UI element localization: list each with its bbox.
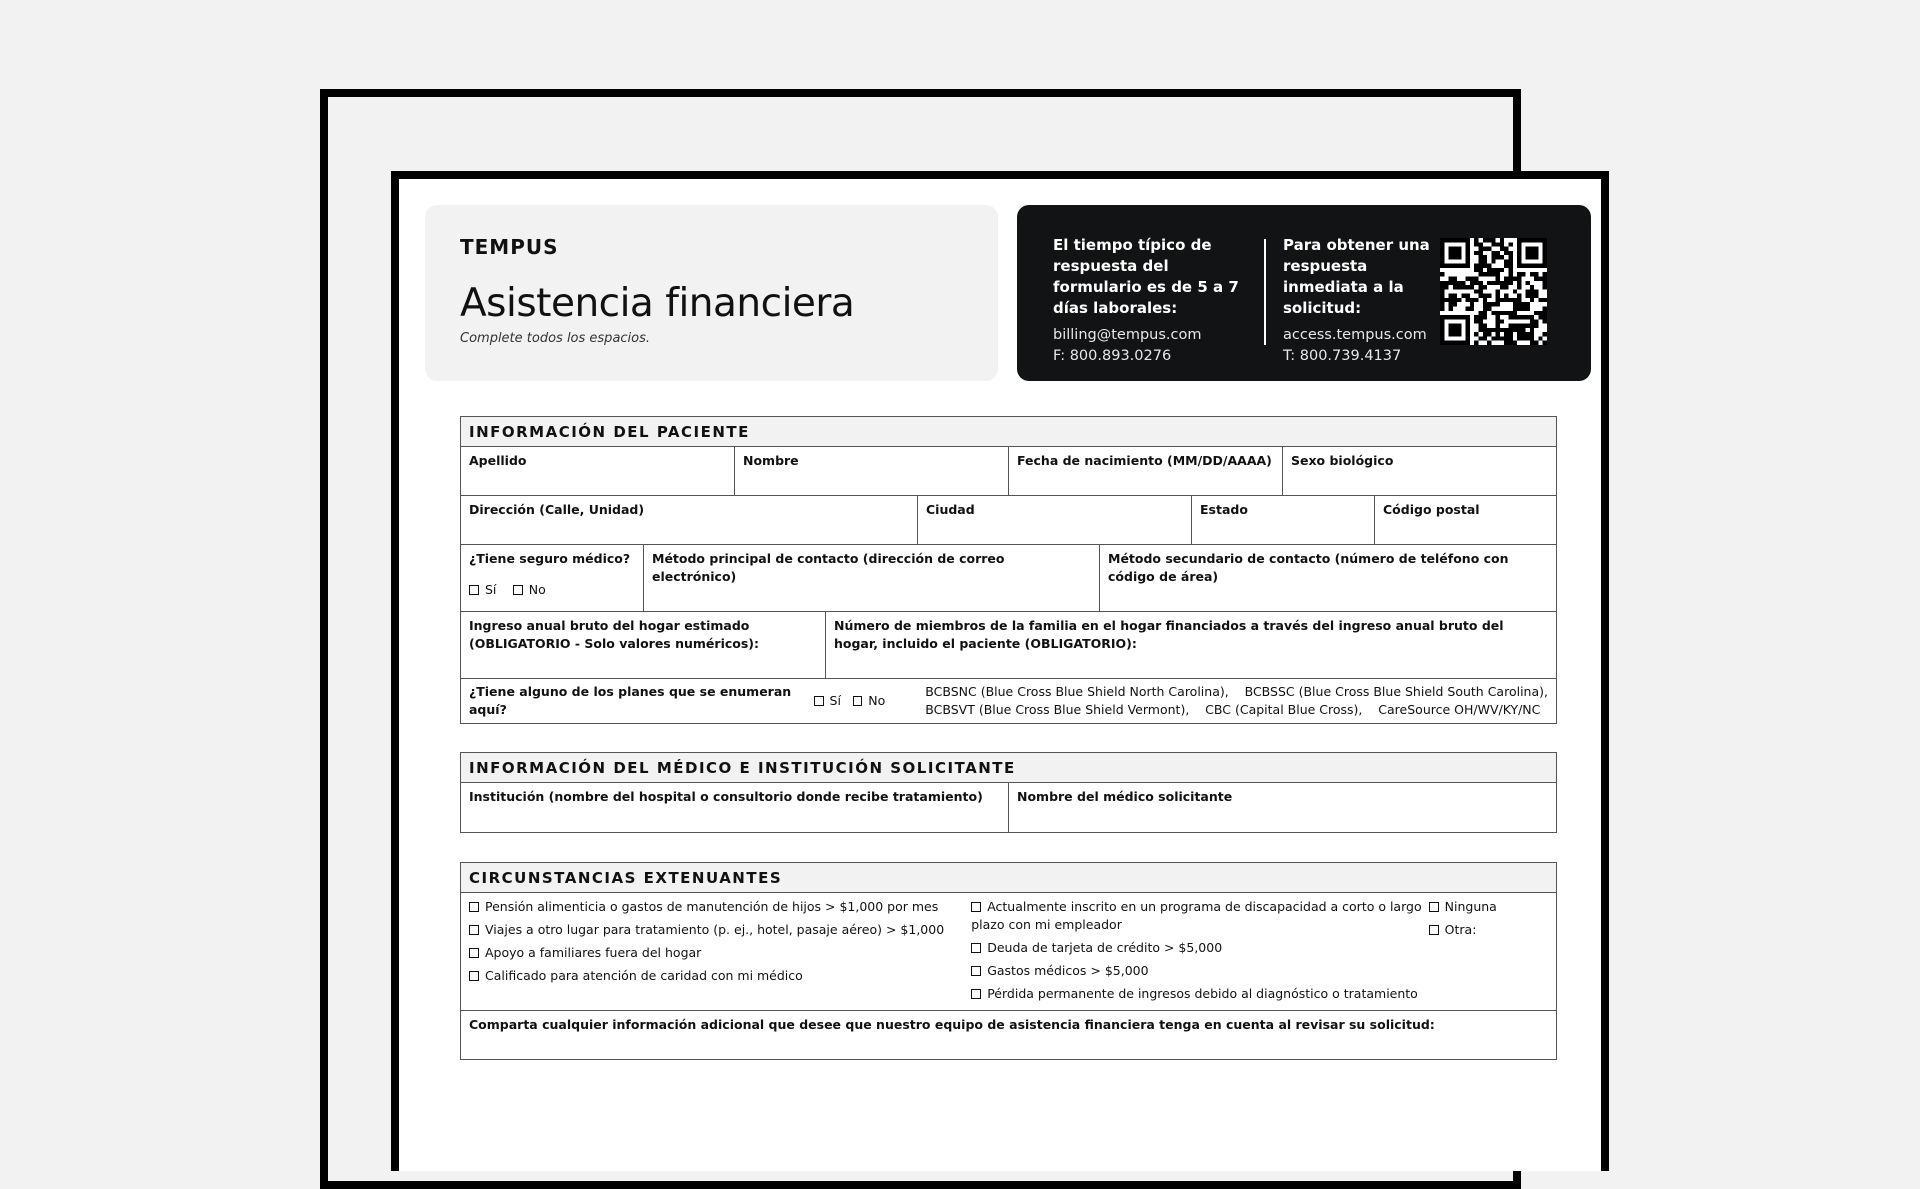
checkbox[interactable] bbox=[971, 989, 981, 999]
household-members-field[interactable]: Número de miembros de la familia en el hogar financiados a través del ingreso anual bruto del hogar, incluido el paciente (OBLIGATORIO): bbox=[834, 618, 1504, 651]
circumstances-section bbox=[460, 862, 1557, 1060]
income-field[interactable]: Ingreso anual bruto del hogar estimado (OBLIGATORIO - Solo valores numéricos): bbox=[461, 612, 826, 678]
page-subtitle: Complete todos los espacios. bbox=[460, 331, 651, 346]
last-name-field[interactable]: Apellido bbox=[461, 447, 735, 495]
access-site-link[interactable]: access.tempus.com bbox=[1283, 327, 1427, 343]
first-name-field[interactable]: Nombre bbox=[735, 447, 1009, 495]
circumstances-col1 bbox=[469, 898, 971, 1005]
physician-name-field[interactable]: Nombre del médico solicitante bbox=[1017, 789, 1233, 804]
birthdate-field[interactable]: Fecha de nacimiento (MM/DD/AAAA) bbox=[1009, 447, 1283, 495]
sex-field[interactable]: Sexo biológico bbox=[1291, 453, 1394, 468]
checkbox-item[interactable]: Ninguna bbox=[1429, 898, 1548, 916]
form-sheet bbox=[391, 171, 1609, 1171]
plans-list: BCBSNC (Blue Cross Blue Shield North Carolina), BCBSSC (Blue Cross Blue Shield South Carolina), BCBSVT (Blue Cross Blue Shield Vermont), CBC (Capital Blue Cross), CareSource OH/WV/KY/NC bbox=[925, 683, 1548, 717]
zip-field[interactable]: Código postal bbox=[1383, 502, 1480, 517]
circumstances-col2 bbox=[971, 898, 1428, 1005]
checkbox-item[interactable]: Actualmente inscrito en un programa de discapacidad a corto o largo plazo con mi empleador bbox=[971, 899, 1422, 932]
header-title-panel bbox=[425, 205, 998, 381]
checkbox[interactable] bbox=[469, 925, 479, 935]
secondary-contact-field[interactable]: Método secundario de contacto (número de teléfono con código de área) bbox=[1108, 551, 1509, 584]
checkbox-item[interactable]: Calificado para atención de caridad con mi médico bbox=[469, 967, 971, 985]
checkbox-item[interactable]: Deuda de tarjeta de crédito > $5,000 bbox=[971, 939, 1428, 957]
response-time-text: El tiempo típico de respuesta del formulario es de 5 a 7 días laborales: bbox=[1053, 236, 1239, 317]
tempus-logo: TEMPUS bbox=[460, 235, 559, 259]
insurance-question: ¿Tiene seguro médico? Sí No bbox=[461, 545, 644, 611]
qr-code-icon[interactable] bbox=[1440, 238, 1547, 345]
checkbox[interactable] bbox=[971, 902, 981, 912]
billing-fax: F: 800.893.0276 bbox=[1053, 348, 1172, 364]
checkbox-item[interactable]: Viajes a otro lugar para tratamiento (p. ej., hotel, pasaje aéreo) > $1,000 bbox=[469, 921, 971, 939]
checkbox[interactable] bbox=[469, 902, 479, 912]
address-field[interactable]: Dirección (Calle, Unidad) bbox=[461, 496, 918, 544]
checkbox[interactable] bbox=[971, 943, 981, 953]
section-title: INFORMACIÓN DEL PACIENTE bbox=[461, 417, 1556, 447]
insurance-yes-checkbox[interactable] bbox=[469, 585, 479, 595]
checkbox-item[interactable]: Pérdida permanente de ingresos debido al diagnóstico o tratamiento bbox=[971, 985, 1428, 1003]
insurance-no-checkbox[interactable] bbox=[513, 585, 523, 595]
plans-question: ¿Tiene alguno de los planes que se enumeran aquí? Sí No BCBSNC (Blue Cross Blue Shield North Carolina), BCBSSC (Blue Cross Blue Shield South Carolina), BCBSVT (Blue Cross Blue Shield Vermont), CBC (Capital Blue Cross), CareSource OH/WV/KY/NC bbox=[469, 683, 1548, 717]
institution-field[interactable]: Institución (nombre del hospital o consultorio donde recibe tratamiento) bbox=[461, 783, 1009, 832]
access-phone: T: 800.739.4137 bbox=[1283, 348, 1402, 364]
physician-info-section bbox=[460, 752, 1557, 833]
checkbox[interactable] bbox=[469, 948, 479, 958]
billing-email[interactable]: billing@tempus.com bbox=[1053, 327, 1202, 343]
patient-info-section bbox=[460, 416, 1557, 724]
checkbox-item[interactable]: Otra: bbox=[1429, 921, 1548, 939]
checkbox[interactable] bbox=[971, 966, 981, 976]
checkbox[interactable] bbox=[1429, 902, 1439, 912]
page-title: Asistencia financiera bbox=[460, 281, 855, 326]
city-field[interactable]: Ciudad bbox=[918, 496, 1192, 544]
contact-access bbox=[1283, 235, 1443, 367]
plans-yes-checkbox[interactable] bbox=[814, 696, 823, 706]
contact-panel bbox=[1017, 205, 1591, 381]
checkbox[interactable] bbox=[469, 971, 479, 981]
checkbox-item[interactable]: Apoyo a familiares fuera del hogar bbox=[469, 944, 971, 962]
section-title: INFORMACIÓN DEL MÉDICO E INSTITUCIÓN SOLICITANTE bbox=[461, 753, 1556, 783]
additional-info-field[interactable]: Comparta cualquier información adicional que desee que nuestro equipo de asistencia financiera tenga en cuenta al revisar su solicitud: bbox=[469, 1017, 1435, 1032]
section-title: CIRCUNSTANCIAS EXTENUANTES bbox=[461, 863, 1556, 893]
circumstances-col3 bbox=[1429, 898, 1548, 1005]
plans-no-checkbox[interactable] bbox=[853, 696, 862, 706]
checkbox-item[interactable]: Gastos médicos > $5,000 bbox=[971, 962, 1428, 980]
immediate-response-text: Para obtener una respuesta inmediata a la solicitud: bbox=[1283, 236, 1430, 317]
state-field[interactable]: Estado bbox=[1192, 496, 1375, 544]
checkbox[interactable] bbox=[1429, 925, 1439, 935]
checkbox-item[interactable]: Pensión alimenticia o gastos de manutención de hijos > $1,000 por mes bbox=[469, 898, 971, 916]
contact-billing bbox=[1053, 235, 1253, 367]
divider bbox=[1264, 239, 1266, 345]
primary-contact-field[interactable]: Método principal de contacto (dirección de correo electrónico) bbox=[644, 545, 1100, 611]
